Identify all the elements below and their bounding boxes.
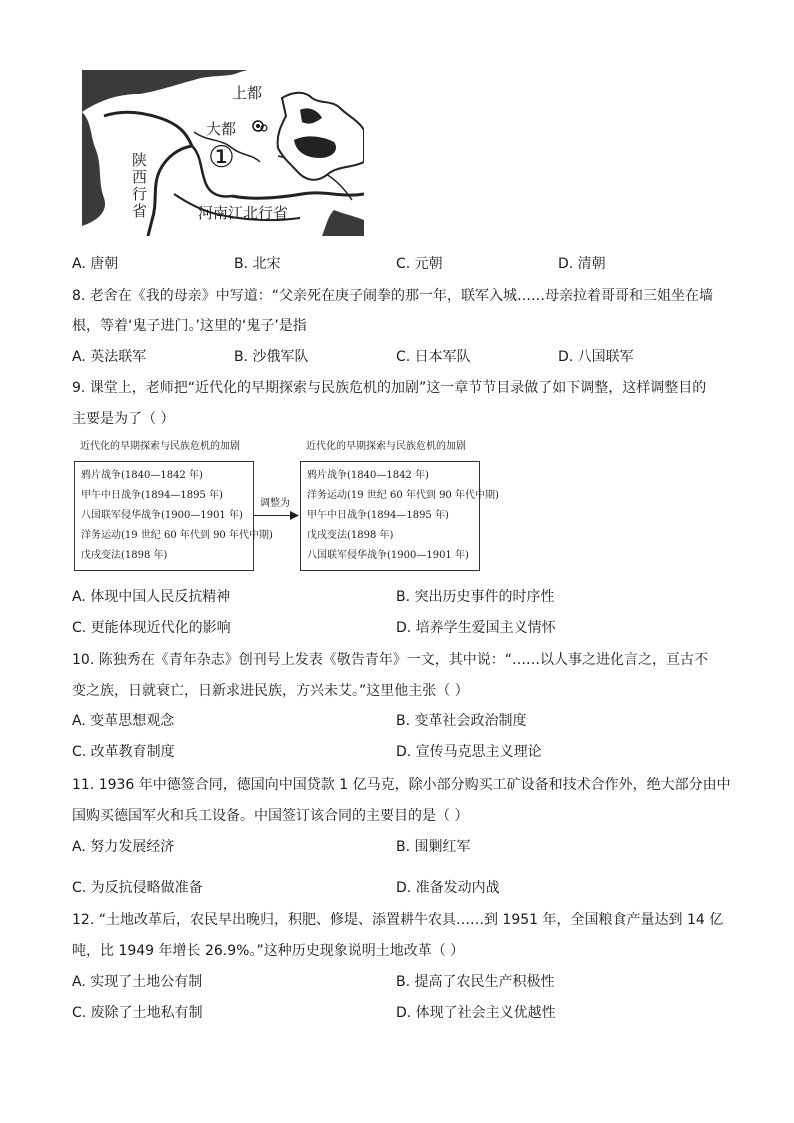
q8-stem-line1: 8. 老舍在《我的母亲》中写道：“父亲死在庚子闹拳的那一年，联军入城……母亲拉着哥哥和三姐坐在墙 [72,288,714,304]
q9-left-item: 鸦片战争(1840—1842 年) [81,470,203,481]
q9-right-title: 近代化的早期探索与民族危机的加剧 [306,441,466,452]
q11-option-c[interactable]: C. 为反抗侵略做准备 [72,880,203,896]
q11-option-a[interactable]: A. 努力发展经济 [72,839,175,855]
q7-option-b[interactable]: B. 北宋 [234,256,281,272]
q9-right-item: 戊戌变法(1898 年) [307,530,394,541]
q12-option-b[interactable]: B. 提高了农民生产积极性 [396,974,555,990]
q8-option-c[interactable]: C. 日本军队 [396,349,471,365]
arrow-head-icon [290,511,300,520]
q12-option-a[interactable]: A. 实现了土地公有制 [72,974,203,990]
q7-option-a[interactable]: A. 唐朝 [72,256,119,272]
label-region-marker: ① [208,140,235,175]
q9-left-item: 甲午中日战争(1894—1895 年) [81,490,223,501]
q9-right-contents-box [300,461,499,571]
q10-stem-line1: 10. 陈独秀在《青年杂志》创刊号上发表《敬告青年》一文，其中说：“……以人事之进化言之，亘古不 [72,652,708,668]
q7-option-c[interactable]: C. 元朝 [396,256,443,272]
q9-option-b[interactable]: B. 突出历史事件的时序性 [396,589,555,605]
q9-arrow-label: 调整为 [260,498,290,509]
q11-stem-line1: 11. 1936 年中德签合同，德国向中国贷款 1 亿马克，除小部分购买工矿设备和技术合作外，绝大部分由中 [72,777,731,793]
q8-option-b[interactable]: B. 沙俄军队 [234,349,309,365]
q12-stem-line1: 12. “土地改革后，农民早出晚归，积肥、修堤、添置耕牛农具……到 1951 年，全国粮食产量达到 14 亿 [72,912,724,928]
q10-option-a[interactable]: A. 变革思想观念 [72,713,175,729]
q7-option-d[interactable]: D. 清朝 [558,256,606,272]
label-shaanxi: 陕 西 行 省 [132,151,148,220]
q9-option-c[interactable]: C. 更能体现近代化的影响 [72,620,231,636]
q12-option-d[interactable]: D. 体现了社会主义优越性 [396,1005,556,1021]
q9-option-a[interactable]: A. 体现中国人民反抗精神 [72,589,231,605]
q10-stem-line2: 变之族，日就衰亡，日新求进民族，方兴未艾。”这里他主张（ ） [72,683,469,699]
q8-option-d[interactable]: D. 八国联军 [558,349,634,365]
q10-option-c[interactable]: C. 改革教育制度 [72,744,175,760]
label-henan: 河南江北行省 [198,204,289,222]
label-dadu: 大都 [206,120,237,138]
q8-stem-line2: 根，等着‘鬼子进门。’这里的‘鬼子’是指 [72,318,307,334]
q11-stem-line2: 国购买德国军火和兵工设备。中国签订该合同的主要目的是（ ） [72,808,469,824]
q12-option-c[interactable]: C. 废除了土地私有制 [72,1005,203,1021]
q9-right-item: 甲午中日战争(1894—1895 年) [307,510,449,521]
historical-map [82,70,364,236]
q9-right-item: 洋务运动(19 世纪 60 年代到 90 年代中期) [307,490,499,501]
q9-left-contents-box [74,461,273,571]
q9-left-item: 戊戌变法(1898 年) [81,550,168,561]
q9-left-item: 洋务运动(19 世纪 60 年代到 90 年代中期) [81,530,273,541]
q9-stem-line2: 主要是为了（ ） [72,411,175,427]
q9-left-item: 八国联军侵华战争(1900—1901 年) [81,510,243,521]
q12-stem-line2: 吨，比 1949 年增长 26.9%。”这种历史现象说明土地改革（ ） [72,943,465,959]
q9-left-title: 近代化的早期探索与民族危机的加剧 [80,441,240,452]
q9-right-item: 八国联军侵华战争(1900—1901 年) [307,550,469,561]
q8-option-a[interactable]: A. 英法联军 [72,349,147,365]
q9-right-item: 鸦片战争(1840—1842 年) [307,470,429,481]
q11-option-d[interactable]: D. 准备发动内战 [396,880,500,896]
label-shangdu: 上都 [232,84,263,102]
q10-option-d[interactable]: D. 宣传马克思主义理论 [396,744,542,760]
q9-stem-line1: 9. 课堂上，老师把“近代化的早期探索与民族危机的加剧”这一章节节目录做了如下调整，这样调整目的 [72,380,707,396]
q10-option-b[interactable]: B. 变革社会政治制度 [396,713,527,729]
q11-option-b[interactable]: B. 围剿红军 [396,839,471,855]
q9-option-d[interactable]: D. 培养学生爱国主义情怀 [396,620,556,636]
q9-arrow [254,515,294,516]
